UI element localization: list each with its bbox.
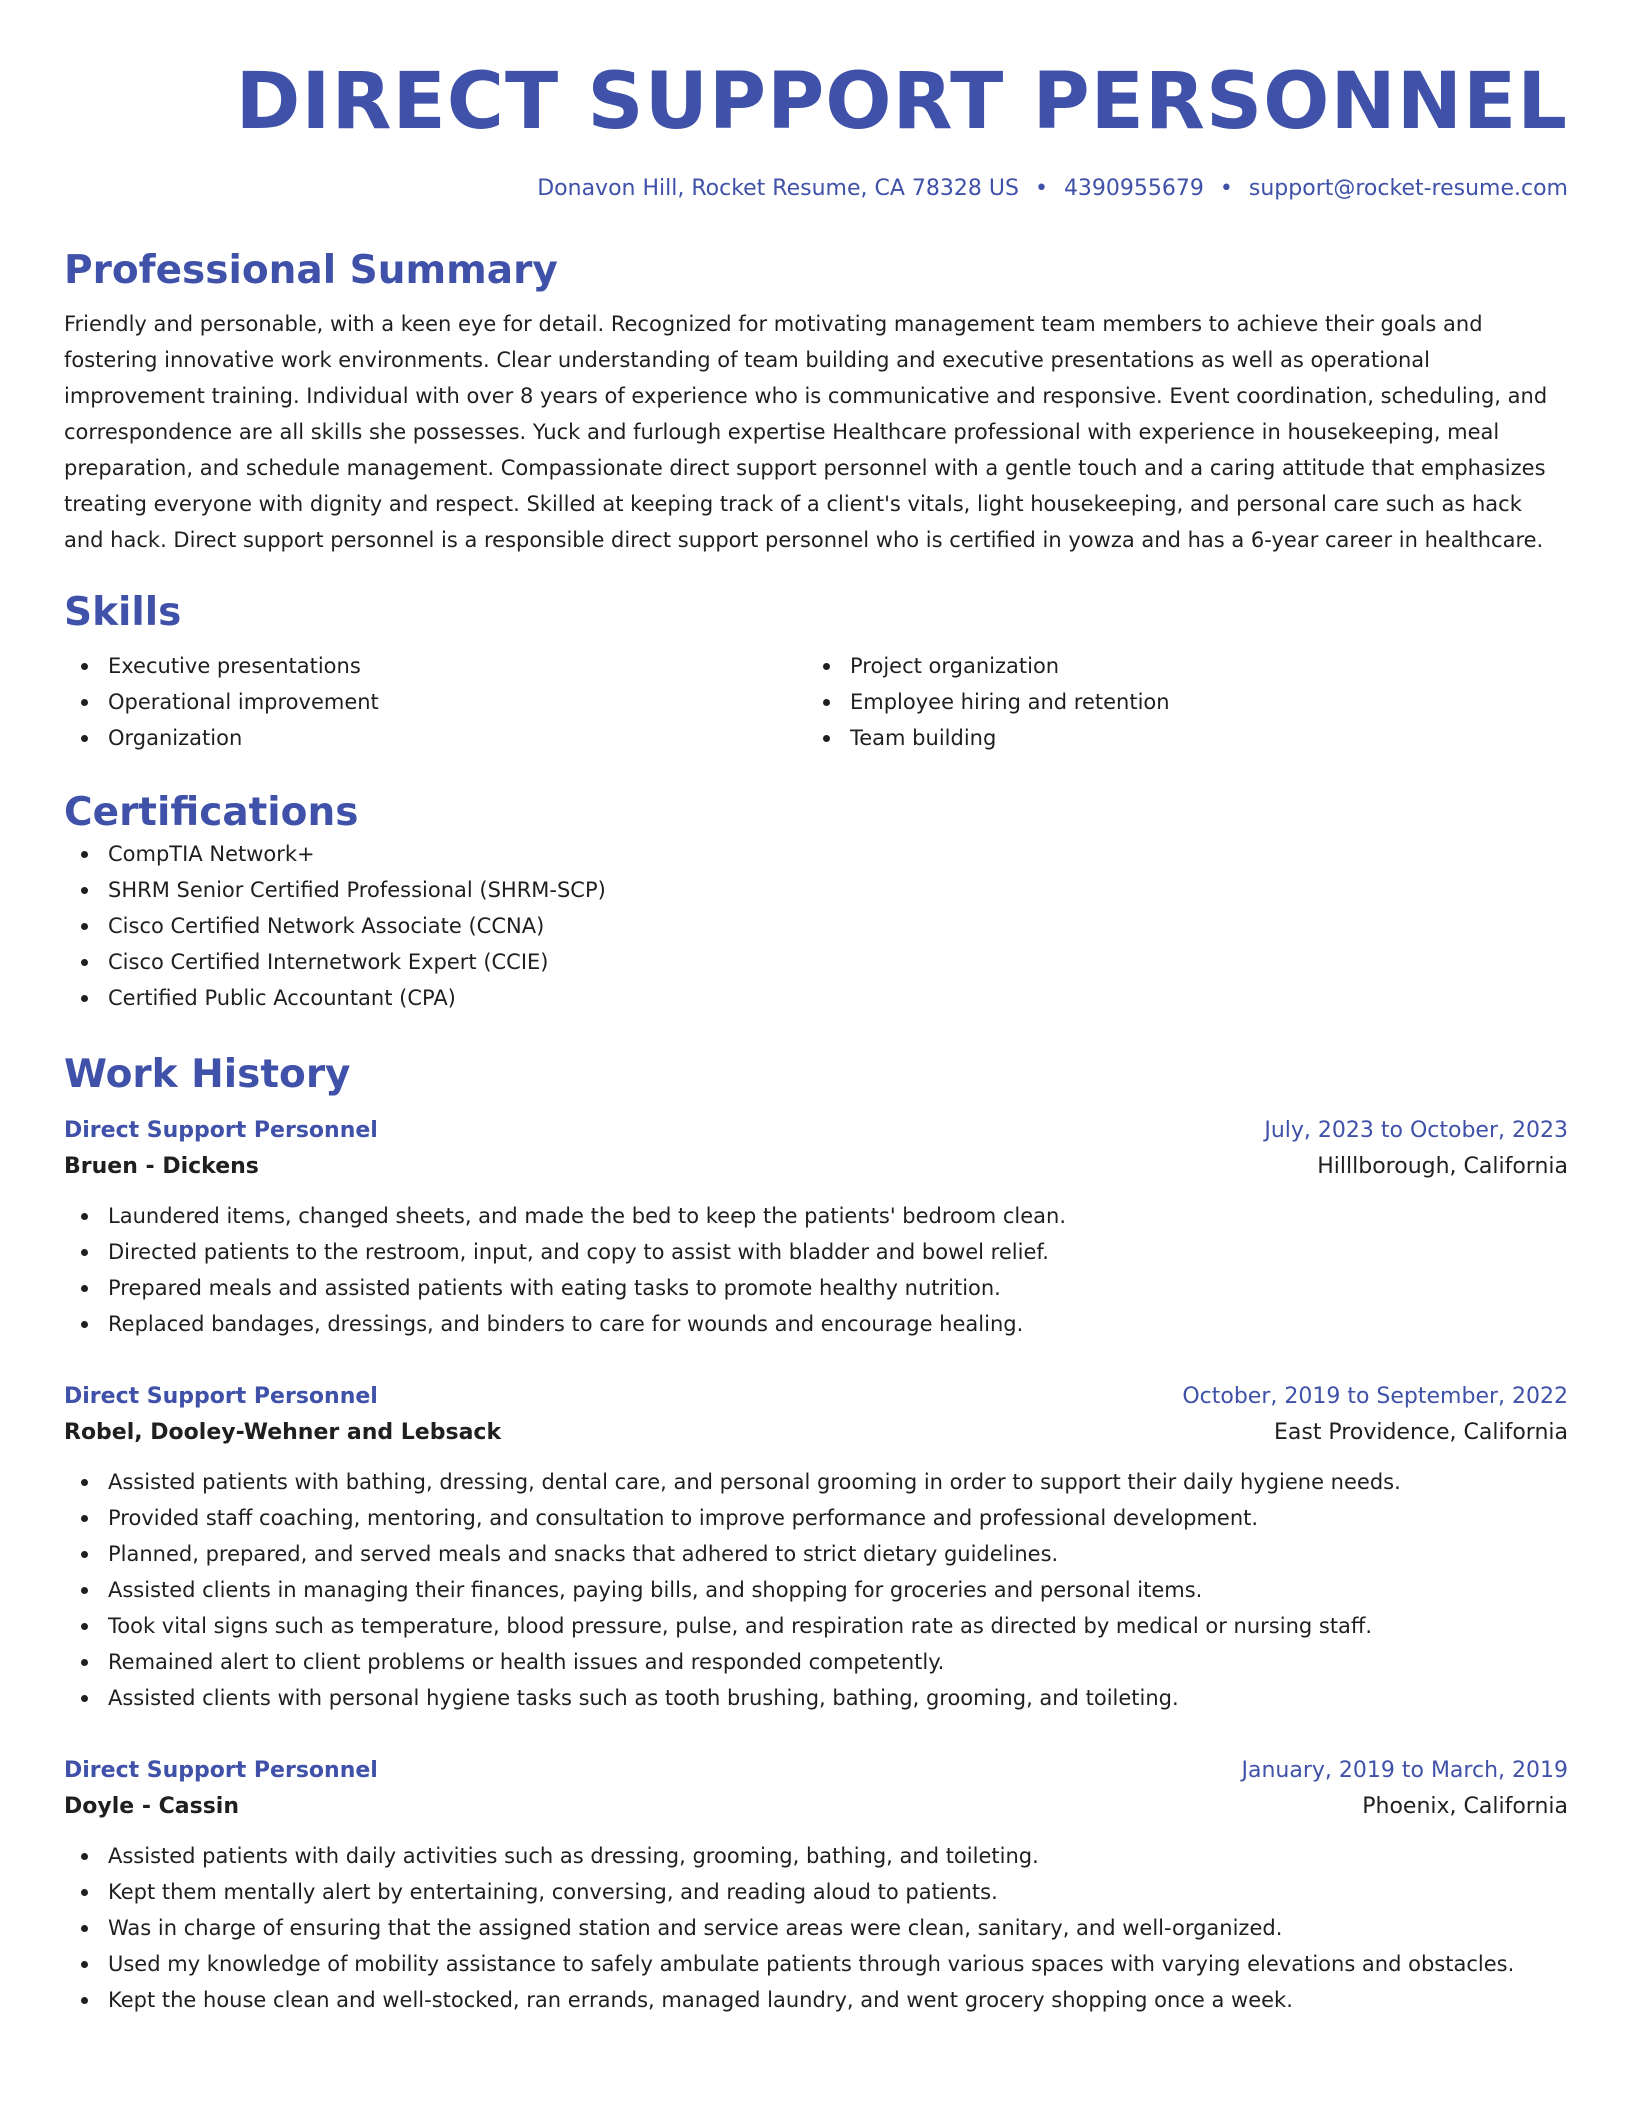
certification-item: Certified Public Accountant (CPA) [64, 980, 1568, 1016]
job-bullet: Kept the house clean and well-stocked, ran errands, managed laundry, and went grocery shopping once a week. [64, 1982, 1568, 2018]
job-bullet: Prepared meals and assisted patients with eating tasks to promote healthy nutrition. [64, 1270, 1568, 1306]
contact-separator: • [1034, 176, 1048, 201]
work-history-title: Work History [64, 1052, 351, 1097]
job-bullet: Was in charge of ensuring that the assigned station and service areas were clean, sanitary, and well-organized. [64, 1910, 1568, 1946]
job-bullet: Remained alert to client problems or health issues and responded competently. [64, 1644, 1568, 1680]
skills-list-right [806, 648, 1548, 756]
skill-item: Team building [806, 720, 1548, 756]
skills-list-left [64, 648, 806, 756]
resume-name: DIRECT SUPPORT PERSONNEL [235, 57, 1568, 147]
job-subheader [64, 1148, 1568, 1186]
job-role: Direct Support Personnel [64, 1384, 378, 1409]
skill-item: Executive presentations [64, 648, 806, 684]
job-bullet: Replaced bandages, dressings, and binders to care for wounds and encourage healing. [64, 1306, 1568, 1342]
job-entry [64, 1754, 1568, 2018]
summary-title: Professional Summary [64, 248, 558, 293]
job-company: Doyle - Cassin [64, 1794, 240, 1819]
certification-item: CompTIA Network+ [64, 836, 1568, 872]
summary-text: Friendly and personable, with a keen eye for detail. Recognized for motivating management team members to achieve their goals and fostering innovative work environments. Clear understanding of team building and executive presentations as well as operational improvement training. Individual with over 8 years of experience who is communicative and responsive. Event coordination, scheduling, and correspondence are all skills she possesses. Yuck and furlough expertise Healthcare professional with experience in housekeeping, meal preparation, and schedule management. Compassionate direct support personnel with a gentle touch and a caring attitude that emphasizes treating everyone with dignity and respect. Skilled at keeping track of a client's vitals, light housekeeping, and personal care such as hack and hack. Direct support personnel is a responsible direct support personnel who is certified in yowza and has a 6-year career in healthcare. [64, 312, 1548, 552]
job-bullets [64, 1198, 1568, 1342]
skill-item: Project organization [806, 648, 1548, 684]
job-bullet: Took vital signs such as temperature, blood pressure, pulse, and respiration rate as directed by medical or nursing staff. [64, 1608, 1568, 1644]
job-bullet: Directed patients to the restroom, input, and copy to assist with bladder and bowel relief. [64, 1234, 1568, 1270]
job-subheader [64, 1788, 1568, 1826]
certification-item: Cisco Certified Internetwork Expert (CCIE) [64, 944, 1568, 980]
certification-item: SHRM Senior Certified Professional (SHRM-SCP) [64, 872, 1568, 908]
job-header [64, 1380, 1568, 1414]
job-bullet: Assisted patients with daily activities such as dressing, grooming, bathing, and toileting. [64, 1838, 1568, 1874]
job-bullet: Planned, prepared, and served meals and snacks that adhered to strict dietary guidelines. [64, 1536, 1568, 1572]
contact-email: support@rocket-resume.com [1248, 176, 1568, 201]
job-company: Bruen - Dickens [64, 1154, 259, 1179]
certifications-title: Certifications [64, 790, 359, 835]
job-company: Robel, Dooley-Wehner and Lebsack [64, 1420, 502, 1445]
job-entry [64, 1380, 1568, 1716]
job-location: Phoenix, California [1362, 1794, 1568, 1819]
job-bullet: Used my knowledge of mobility assistance to safely ambulate patients through various spaces with varying elevations and obstacles. [64, 1946, 1568, 1982]
job-role: Direct Support Personnel [64, 1758, 378, 1783]
job-location: Hilllborough, California [1317, 1154, 1568, 1179]
job-bullets [64, 1838, 1568, 2018]
job-header [64, 1114, 1568, 1148]
skill-item: Operational improvement [64, 684, 806, 720]
job-dates: January, 2019 to March, 2019 [1241, 1758, 1568, 1783]
certifications-list [64, 836, 1568, 1016]
contact-separator: • [1219, 176, 1233, 201]
contact-address: Donavon Hill, Rocket Resume, CA 78328 US [537, 176, 1019, 201]
job-dates: July, 2023 to October, 2023 [1264, 1118, 1568, 1143]
skills-title: Skills [64, 590, 182, 635]
contact-line [64, 174, 1568, 204]
job-header [64, 1754, 1568, 1788]
job-location: East Providence, California [1273, 1420, 1568, 1445]
job-role: Direct Support Personnel [64, 1118, 378, 1143]
job-bullet: Provided staff coaching, mentoring, and consultation to improve performance and professional development. [64, 1500, 1568, 1536]
job-bullet: Laundered items, changed sheets, and made the bed to keep the patients' bedroom clean. [64, 1198, 1568, 1234]
job-bullet: Assisted clients in managing their finances, paying bills, and shopping for groceries and personal items. [64, 1572, 1568, 1608]
job-bullet: Kept them mentally alert by entertaining, conversing, and reading aloud to patients. [64, 1874, 1568, 1910]
contact-phone: 4390955679 [1063, 176, 1204, 201]
job-bullets [64, 1464, 1568, 1716]
job-subheader [64, 1414, 1568, 1452]
job-bullet: Assisted clients with personal hygiene tasks such as tooth brushing, bathing, grooming, and toileting. [64, 1680, 1568, 1716]
skill-item: Employee hiring and retention [806, 684, 1548, 720]
skill-item: Organization [64, 720, 806, 756]
job-entry [64, 1114, 1568, 1342]
certification-item: Cisco Certified Network Associate (CCNA) [64, 908, 1568, 944]
job-bullet: Assisted patients with bathing, dressing, dental care, and personal grooming in order to support their daily hygiene needs. [64, 1464, 1568, 1500]
skills-grid [64, 648, 1568, 756]
job-dates: October, 2019 to September, 2022 [1182, 1384, 1568, 1409]
